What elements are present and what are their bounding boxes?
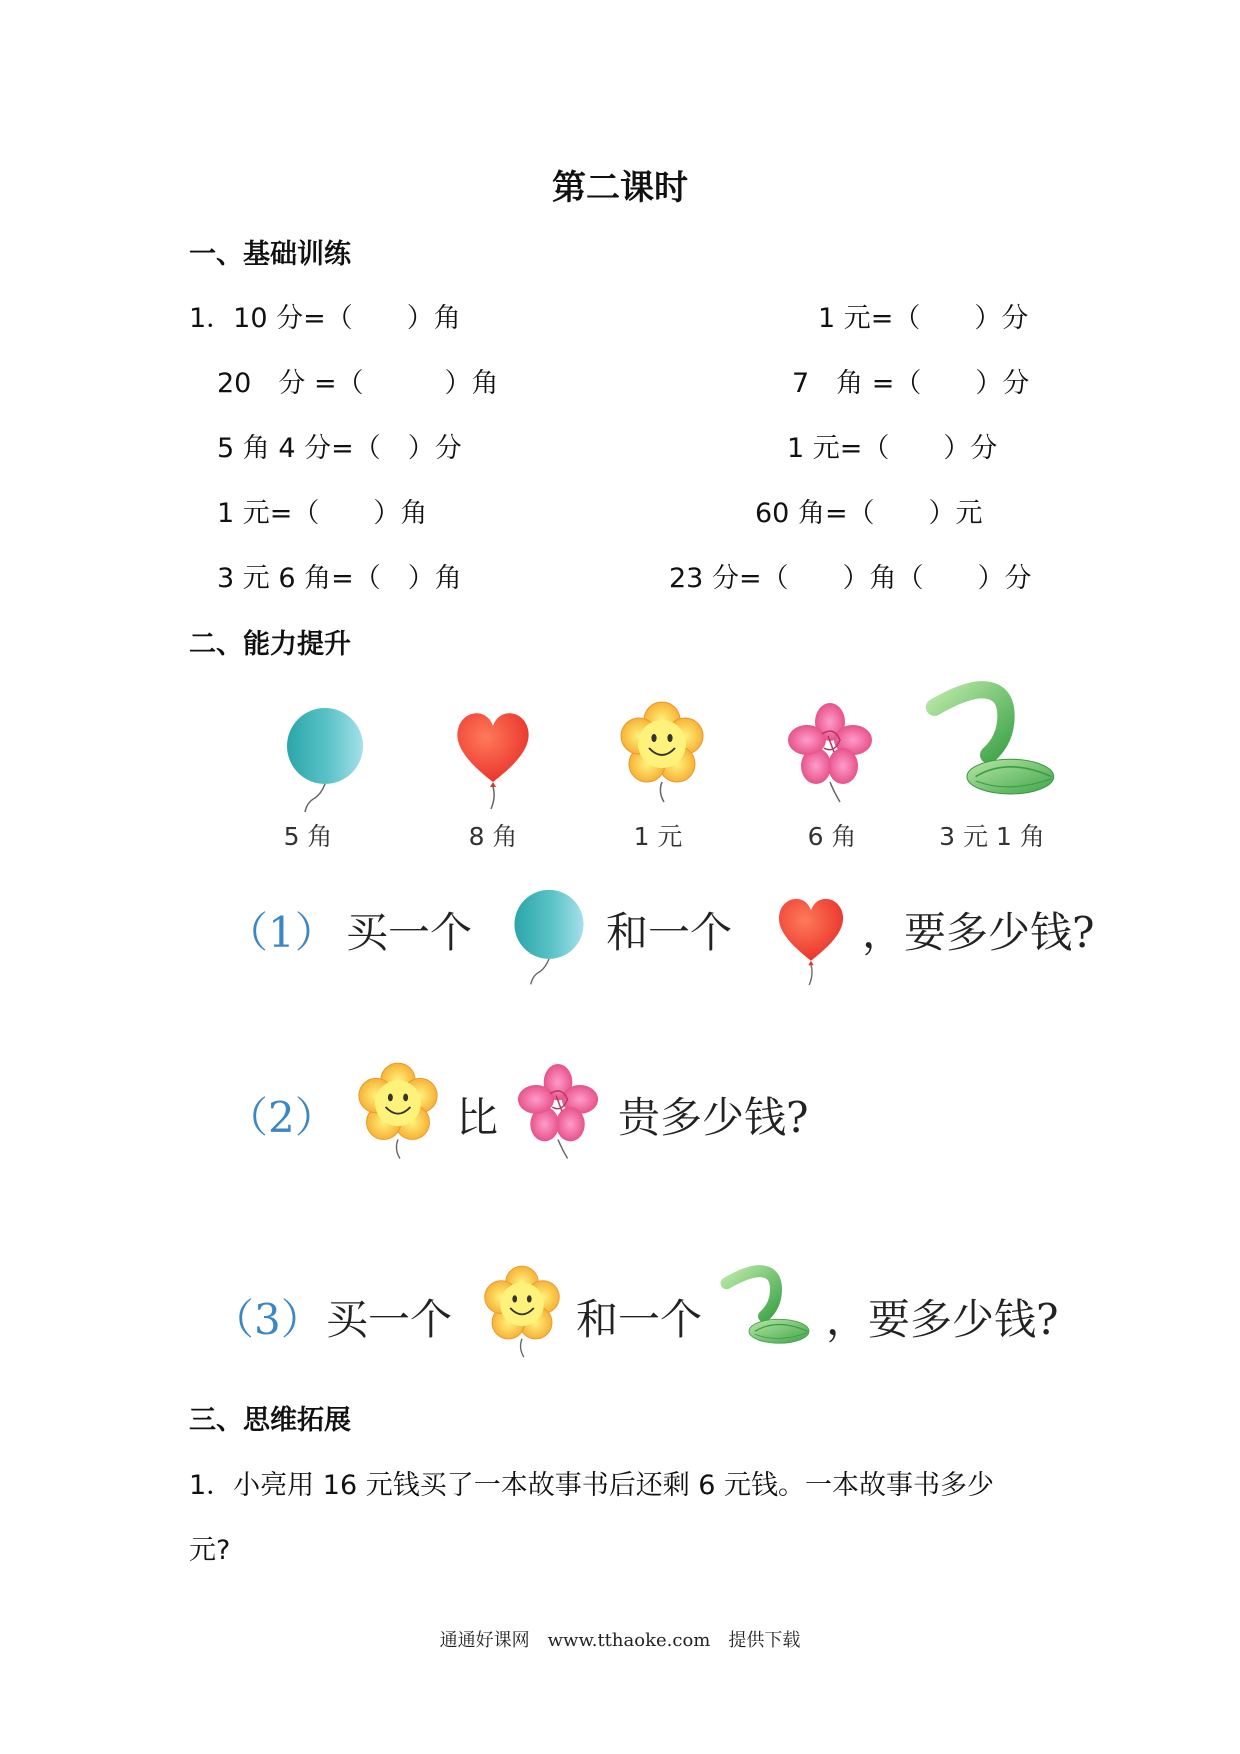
question-2-text-b: 贵多少钱? (618, 1093, 809, 1142)
price-label-swan-balloon: 3 元 1 角 (939, 822, 1045, 851)
smiley-flower-balloon-icon (617, 704, 707, 814)
pink-flower-balloon-icon (785, 704, 875, 814)
exercise-row-5-right: 23 分=（ ）角（ ）分 (669, 563, 1032, 594)
swan-balloon-icon (722, 1258, 812, 1358)
exercise-row-1-right: 1 元=（ ）分 (818, 303, 1029, 334)
question-1-number: （1） (226, 908, 337, 957)
heart-balloon-icon (452, 704, 534, 814)
exercise-row-2-right: 7 角 =（ ）分 (792, 368, 1030, 399)
section-heading-basic-training: 一、基础训练 (189, 239, 351, 270)
exercise-row-3-left: 5 角 4 分=（ ）分 (217, 433, 462, 464)
pink-flower-balloon-icon (518, 1065, 598, 1170)
price-label-pink-balloon: 6 角 (807, 822, 857, 851)
section-heading-thinking: 三、思维拓展 (189, 1405, 351, 1436)
question-3-number: （3） (212, 1295, 323, 1344)
blue-balloon-icon (512, 888, 586, 988)
page-footer: 通通好课网 www.tthaoke.com 提供下载 (439, 1630, 801, 1651)
page-title: 第二课时 (552, 168, 688, 208)
price-label-heart-balloon: 8 角 (468, 822, 518, 851)
question-2-text-a: 比 (456, 1093, 499, 1142)
swan-balloon-icon (928, 678, 1058, 808)
exercise-row-4-right: 60 角=（ ）元 (755, 498, 983, 529)
section-heading-ability: 二、能力提升 (189, 629, 351, 660)
question-1-text-a: 买一个 (346, 908, 473, 957)
exercise-row-1-left: 1．10 分=（ ）角 (189, 303, 461, 334)
blue-balloon-icon (284, 706, 366, 816)
question-2-number: （2） (226, 1093, 337, 1142)
question-3-text-b: 和一个 (576, 1295, 703, 1344)
exercise-row-5-left: 3 元 6 角=（ ）角 (217, 563, 462, 594)
price-label-smiley-balloon: 1 元 (633, 822, 683, 851)
question-3-text-c: ，要多少钱? (826, 1295, 1059, 1344)
word-problem-line-2: 元? (189, 1535, 231, 1566)
word-problem-line-1: 1．小亮用 16 元钱买了一本故事书后还剩 6 元钱。一本故事书多少 (189, 1470, 995, 1501)
exercise-row-3-right: 1 元=（ ）分 (787, 433, 998, 464)
price-label-blue-balloon: 5 角 (283, 822, 333, 851)
question-1-text-c: ，要多少钱? (862, 908, 1095, 957)
exercise-row-4-left: 1 元=（ ）角 (217, 498, 428, 529)
smiley-flower-balloon-icon (358, 1065, 438, 1170)
question-1-text-b: 和一个 (606, 908, 733, 957)
heart-balloon-icon (775, 890, 847, 990)
question-3-text-a: 买一个 (326, 1295, 453, 1344)
smiley-flower-balloon-icon (484, 1268, 560, 1368)
exercise-row-2-left: 20 分 =（ ）角 (217, 368, 499, 399)
